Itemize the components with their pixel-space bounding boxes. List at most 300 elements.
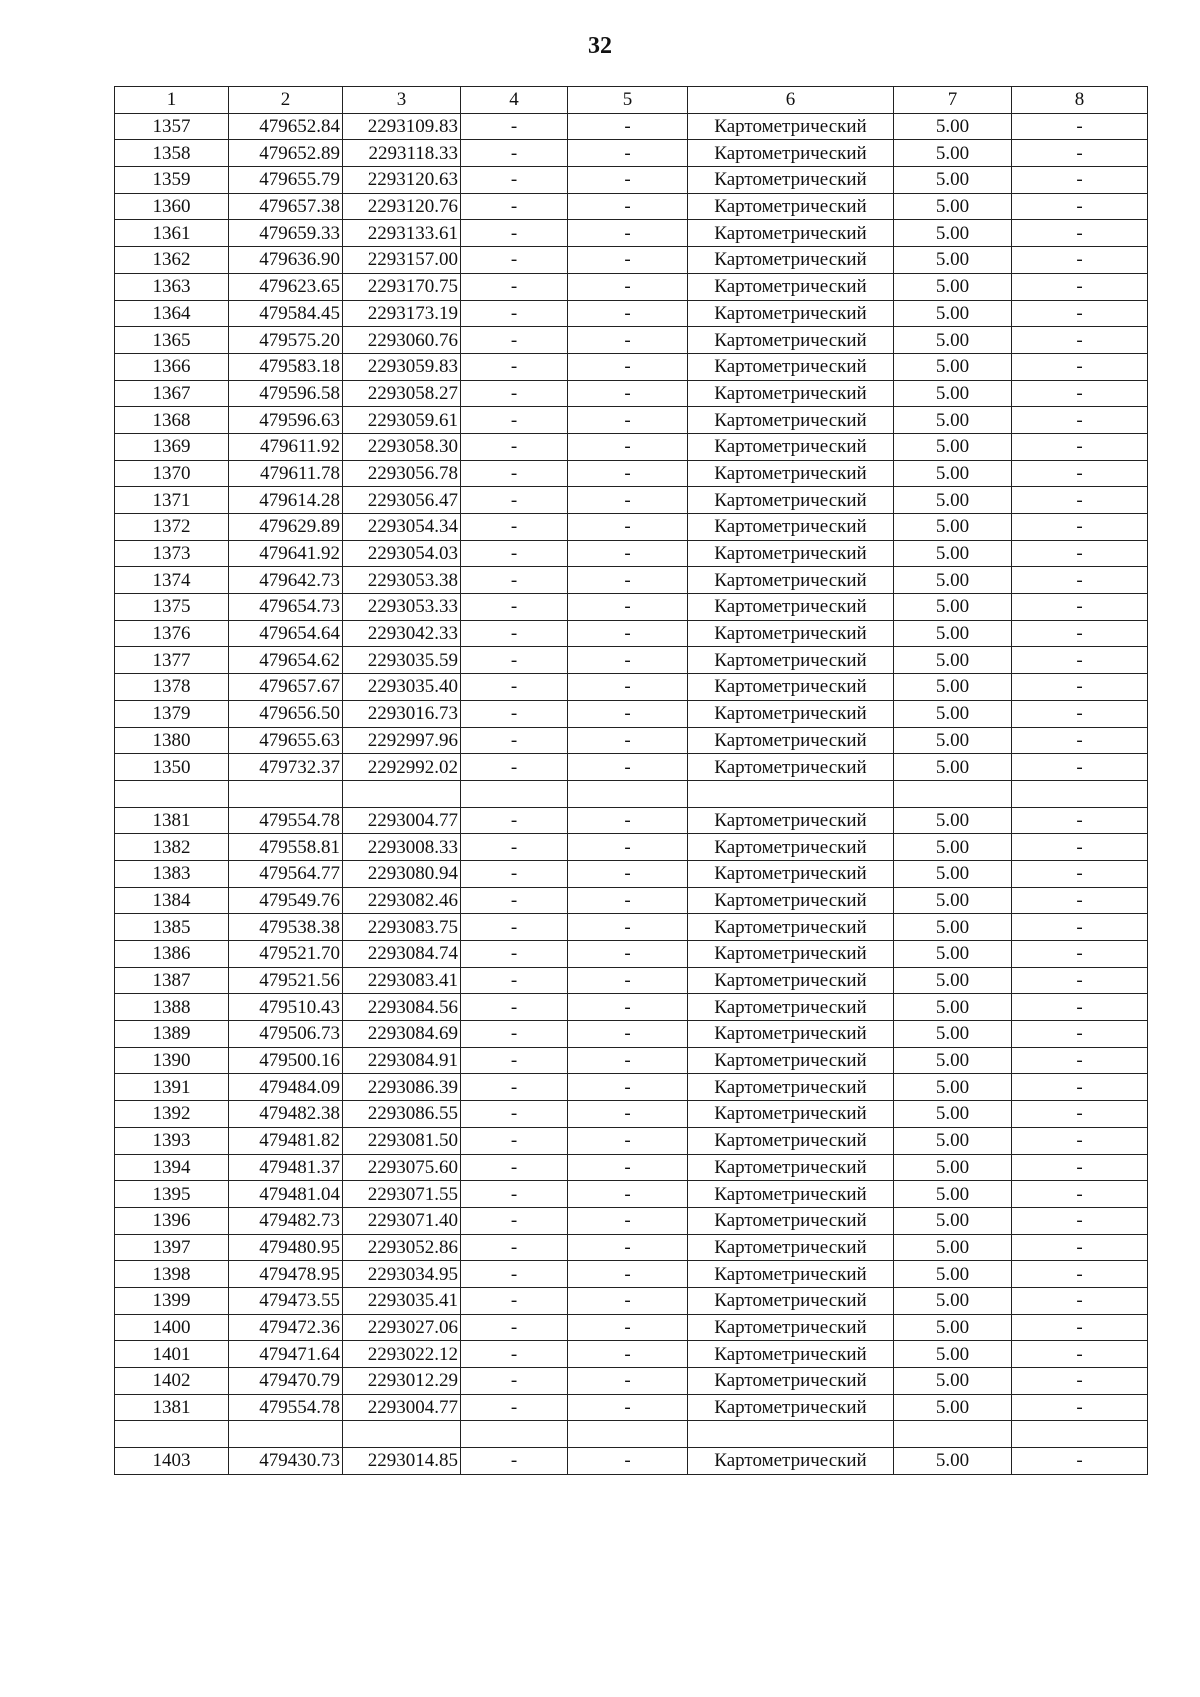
table-cell: 2293059.61	[343, 407, 461, 434]
table-cell: Картометрический	[688, 860, 894, 887]
table-cell: 2293071.40	[343, 1207, 461, 1234]
table-cell: -	[461, 860, 568, 887]
table-cell: -	[568, 914, 688, 941]
table-cell: 5.00	[894, 1368, 1012, 1395]
table-cell: 5.00	[894, 807, 1012, 834]
table-cell: -	[1012, 700, 1148, 727]
table-cell: 1385	[115, 914, 229, 941]
table-cell: 1396	[115, 1207, 229, 1234]
table-cell: -	[568, 540, 688, 567]
table-cell	[568, 780, 688, 807]
table-cell: Картометрический	[688, 994, 894, 1021]
table-cell: 479484.09	[229, 1074, 343, 1101]
table-cell: 2293058.30	[343, 433, 461, 460]
table-cell: 2293084.91	[343, 1047, 461, 1074]
table-cell: 2292997.96	[343, 727, 461, 754]
table-cell: 1392	[115, 1101, 229, 1128]
table-row	[115, 594, 1148, 621]
table-cell: -	[568, 967, 688, 994]
table-cell: Картометрический	[688, 1074, 894, 1101]
table-cell: -	[568, 1448, 688, 1475]
table-cell: -	[1012, 567, 1148, 594]
table-cell: -	[1012, 1234, 1148, 1261]
column-header: 5	[568, 87, 688, 114]
table-cell: Картометрический	[688, 727, 894, 754]
table-cell: 1384	[115, 887, 229, 914]
column-header: 4	[461, 87, 568, 114]
table-cell: Картометрический	[688, 754, 894, 781]
table-cell: Картометрический	[688, 1341, 894, 1368]
table-cell: 1386	[115, 941, 229, 968]
table-cell: -	[1012, 754, 1148, 781]
table-cell: -	[461, 1021, 568, 1048]
table-cell: -	[568, 1101, 688, 1128]
table-cell	[461, 1421, 568, 1448]
table-cell: 1391	[115, 1074, 229, 1101]
table-cell: Картометрический	[688, 1261, 894, 1288]
table-cell: 5.00	[894, 834, 1012, 861]
table-cell: -	[1012, 487, 1148, 514]
table-cell: -	[568, 247, 688, 274]
coordinates-table	[114, 86, 1148, 1475]
table-row	[115, 540, 1148, 567]
table-cell: Картометрический	[688, 1047, 894, 1074]
table-row	[115, 860, 1148, 887]
table-cell: 479549.76	[229, 887, 343, 914]
table-row	[115, 1181, 1148, 1208]
table-cell: -	[568, 1341, 688, 1368]
table-cell: 1358	[115, 140, 229, 167]
table-cell	[688, 1421, 894, 1448]
table-cell: -	[568, 1394, 688, 1421]
table-cell: 2293083.75	[343, 914, 461, 941]
blank-row	[115, 780, 1148, 807]
table-cell: 479480.95	[229, 1234, 343, 1261]
table-row	[115, 327, 1148, 354]
table-cell: 2293054.34	[343, 514, 461, 541]
table-cell: Картометрический	[688, 1101, 894, 1128]
table-cell: 1362	[115, 247, 229, 274]
table-cell: -	[1012, 540, 1148, 567]
table-cell: 2293059.83	[343, 353, 461, 380]
table-cell: 5.00	[894, 967, 1012, 994]
table-cell	[894, 780, 1012, 807]
table-cell: 2293034.95	[343, 1261, 461, 1288]
table-cell: 2293022.12	[343, 1341, 461, 1368]
table-row	[115, 487, 1148, 514]
table-row	[115, 140, 1148, 167]
table-cell: Картометрический	[688, 834, 894, 861]
table-cell: 479656.50	[229, 700, 343, 727]
table-cell: Картометрический	[688, 674, 894, 701]
table-cell: 1387	[115, 967, 229, 994]
table-row	[115, 1234, 1148, 1261]
table-row	[115, 1021, 1148, 1048]
table-cell: -	[1012, 1154, 1148, 1181]
table-cell	[115, 1421, 229, 1448]
table-cell: -	[568, 353, 688, 380]
table-cell: 479654.62	[229, 647, 343, 674]
table-cell: -	[461, 674, 568, 701]
table-cell: 5.00	[894, 1287, 1012, 1314]
table-cell: -	[568, 807, 688, 834]
table-cell: 479611.78	[229, 460, 343, 487]
table-cell: 1398	[115, 1261, 229, 1288]
table-cell: 479629.89	[229, 514, 343, 541]
table-cell: -	[1012, 1314, 1148, 1341]
page-number: 32	[588, 33, 612, 59]
table-cell: 1361	[115, 220, 229, 247]
table-cell: Картометрический	[688, 1207, 894, 1234]
table-cell: -	[461, 407, 568, 434]
table-cell: -	[1012, 620, 1148, 647]
table-cell: Картометрический	[688, 1154, 894, 1181]
table-cell: 479521.56	[229, 967, 343, 994]
table-cell: -	[568, 327, 688, 354]
table-cell: -	[461, 1234, 568, 1261]
table-cell: 2293081.50	[343, 1127, 461, 1154]
table-cell: 2293170.75	[343, 273, 461, 300]
table-cell: 1363	[115, 273, 229, 300]
table-cell: -	[461, 140, 568, 167]
table-cell: Картометрический	[688, 380, 894, 407]
table-cell: -	[461, 514, 568, 541]
table-cell: 5.00	[894, 1101, 1012, 1128]
table-row	[115, 994, 1148, 1021]
table-cell: 5.00	[894, 567, 1012, 594]
table-cell: Картометрический	[688, 807, 894, 834]
table-cell: 1402	[115, 1368, 229, 1395]
table-cell: -	[461, 1448, 568, 1475]
table-cell: -	[1012, 887, 1148, 914]
table-cell	[115, 780, 229, 807]
table-cell: -	[568, 674, 688, 701]
table-cell: -	[568, 273, 688, 300]
table-cell: 5.00	[894, 1181, 1012, 1208]
table-cell: 1399	[115, 1287, 229, 1314]
table-cell: Картометрический	[688, 1394, 894, 1421]
table-cell: 2293004.77	[343, 1394, 461, 1421]
table-cell: 479472.36	[229, 1314, 343, 1341]
table-cell	[688, 780, 894, 807]
table-cell: -	[461, 700, 568, 727]
table-cell: 1374	[115, 567, 229, 594]
table-cell: -	[461, 247, 568, 274]
table-cell: -	[1012, 433, 1148, 460]
table-cell: Картометрический	[688, 620, 894, 647]
table-cell: 2293035.40	[343, 674, 461, 701]
table-cell: 1395	[115, 1181, 229, 1208]
table-cell: 479470.79	[229, 1368, 343, 1395]
table-row	[115, 754, 1148, 781]
table-cell: 479583.18	[229, 353, 343, 380]
table-cell: 5.00	[894, 700, 1012, 727]
table-cell: 5.00	[894, 300, 1012, 327]
table-cell: Картометрический	[688, 1234, 894, 1261]
table-cell: 1383	[115, 860, 229, 887]
table-cell: -	[461, 727, 568, 754]
table-cell: -	[1012, 380, 1148, 407]
table-cell: 5.00	[894, 193, 1012, 220]
table-cell: -	[568, 1207, 688, 1234]
table-cell: -	[1012, 1394, 1148, 1421]
table-cell	[1012, 780, 1148, 807]
table-cell: -	[461, 807, 568, 834]
table-cell: 2293109.83	[343, 113, 461, 140]
table-cell: -	[1012, 1101, 1148, 1128]
table-cell: -	[568, 380, 688, 407]
table-cell: -	[1012, 1287, 1148, 1314]
table-cell: Картометрический	[688, 247, 894, 274]
table-cell: 5.00	[894, 167, 1012, 194]
column-header: 7	[894, 87, 1012, 114]
table-cell: -	[1012, 220, 1148, 247]
table-cell: 2293008.33	[343, 834, 461, 861]
table-row	[115, 514, 1148, 541]
table-cell: -	[568, 887, 688, 914]
table-cell: Картометрический	[688, 140, 894, 167]
table-cell: -	[1012, 994, 1148, 1021]
table-cell: Картометрический	[688, 1181, 894, 1208]
table-cell: -	[568, 1368, 688, 1395]
table-cell: 5.00	[894, 407, 1012, 434]
table-cell: -	[1012, 1341, 1148, 1368]
table-cell: -	[568, 1261, 688, 1288]
table-cell: Картометрический	[688, 941, 894, 968]
table-cell: 5.00	[894, 113, 1012, 140]
table-cell: 2293118.33	[343, 140, 461, 167]
table-cell: 479554.78	[229, 807, 343, 834]
table-cell: -	[568, 193, 688, 220]
table-cell: -	[1012, 834, 1148, 861]
table-row	[115, 967, 1148, 994]
table-cell: 2293173.19	[343, 300, 461, 327]
table-cell: 5.00	[894, 674, 1012, 701]
table-cell: -	[568, 113, 688, 140]
table-cell: -	[461, 380, 568, 407]
table-cell: -	[1012, 1181, 1148, 1208]
table-cell: 5.00	[894, 540, 1012, 567]
table-cell: 2293035.59	[343, 647, 461, 674]
table-cell: 479614.28	[229, 487, 343, 514]
table-cell: Картометрический	[688, 567, 894, 594]
table-cell: 5.00	[894, 1127, 1012, 1154]
table-cell: 2293120.63	[343, 167, 461, 194]
table-cell: -	[461, 193, 568, 220]
table-cell: 2293120.76	[343, 193, 461, 220]
table-cell: -	[461, 834, 568, 861]
table-cell: -	[568, 647, 688, 674]
table-cell: -	[1012, 1261, 1148, 1288]
table-cell: -	[568, 620, 688, 647]
table-row	[115, 1047, 1148, 1074]
table-cell: -	[461, 967, 568, 994]
table-cell: Картометрический	[688, 887, 894, 914]
table-cell: 479732.37	[229, 754, 343, 781]
table-cell: Картометрический	[688, 193, 894, 220]
table-cell: 5.00	[894, 220, 1012, 247]
table-cell: -	[461, 620, 568, 647]
table-cell: Картометрический	[688, 327, 894, 354]
table-cell: -	[1012, 300, 1148, 327]
table-cell: -	[461, 220, 568, 247]
table-cell: -	[461, 914, 568, 941]
table-cell: -	[1012, 247, 1148, 274]
table-cell: 479654.73	[229, 594, 343, 621]
table-cell: 2293083.41	[343, 967, 461, 994]
table-cell	[461, 780, 568, 807]
table-cell: Картометрический	[688, 647, 894, 674]
table-cell: -	[461, 1261, 568, 1288]
table-cell: 479655.63	[229, 727, 343, 754]
table-cell: Картометрический	[688, 1021, 894, 1048]
table-cell: 2293071.55	[343, 1181, 461, 1208]
table-cell: 1380	[115, 727, 229, 754]
table-cell: -	[1012, 594, 1148, 621]
table-cell: 2293157.00	[343, 247, 461, 274]
table-cell: -	[568, 514, 688, 541]
table-cell: -	[568, 1127, 688, 1154]
table-cell: -	[461, 1341, 568, 1368]
table-row	[115, 1127, 1148, 1154]
table-cell: -	[1012, 674, 1148, 701]
table-cell: 1400	[115, 1314, 229, 1341]
table-cell: Картометрический	[688, 540, 894, 567]
table-row	[115, 460, 1148, 487]
table-cell: 1381	[115, 1394, 229, 1421]
table-row	[115, 1314, 1148, 1341]
table-cell: 5.00	[894, 620, 1012, 647]
table-cell: -	[461, 1154, 568, 1181]
table-cell: 1378	[115, 674, 229, 701]
table-row	[115, 1261, 1148, 1288]
table-cell: 479611.92	[229, 433, 343, 460]
table-cell: 2293027.06	[343, 1314, 461, 1341]
table-cell: 479657.38	[229, 193, 343, 220]
table-cell: 479596.63	[229, 407, 343, 434]
table-cell: 1360	[115, 193, 229, 220]
table-cell: -	[461, 647, 568, 674]
table-cell: 2292992.02	[343, 754, 461, 781]
table-cell: -	[1012, 113, 1148, 140]
table-cell: 479652.89	[229, 140, 343, 167]
table-row	[115, 1287, 1148, 1314]
table-cell: 479430.73	[229, 1448, 343, 1475]
column-header: 6	[688, 87, 894, 114]
table-cell: 5.00	[894, 1021, 1012, 1048]
table-row	[115, 834, 1148, 861]
table-cell: Картометрический	[688, 700, 894, 727]
table-cell: 479654.64	[229, 620, 343, 647]
table-cell: 2293004.77	[343, 807, 461, 834]
table-cell: -	[568, 1314, 688, 1341]
table-row	[115, 380, 1148, 407]
table-row	[115, 914, 1148, 941]
table-cell: 2293014.85	[343, 1448, 461, 1475]
table-cell: 2293052.86	[343, 1234, 461, 1261]
table-cell: Картометрический	[688, 514, 894, 541]
table-cell: -	[1012, 647, 1148, 674]
table-row	[115, 220, 1148, 247]
table-cell: 479482.38	[229, 1101, 343, 1128]
column-header: 1	[115, 87, 229, 114]
table-cell	[894, 1421, 1012, 1448]
table-cell: 5.00	[894, 1261, 1012, 1288]
table-cell: -	[1012, 1127, 1148, 1154]
table-cell: 5.00	[894, 994, 1012, 1021]
table-cell	[1012, 1421, 1148, 1448]
table-cell: -	[461, 113, 568, 140]
table-cell: -	[568, 834, 688, 861]
table-cell: Картометрический	[688, 220, 894, 247]
table-cell: 479481.04	[229, 1181, 343, 1208]
table-cell: 5.00	[894, 487, 1012, 514]
table-cell: Картометрический	[688, 967, 894, 994]
table-cell: 479481.37	[229, 1154, 343, 1181]
table-cell: 1381	[115, 807, 229, 834]
table-cell: -	[1012, 460, 1148, 487]
table-cell: 479636.90	[229, 247, 343, 274]
table-cell: Картометрический	[688, 113, 894, 140]
table-cell: 1357	[115, 113, 229, 140]
table-cell: -	[461, 1207, 568, 1234]
table-cell: -	[1012, 140, 1148, 167]
table-row	[115, 247, 1148, 274]
table-cell: -	[568, 407, 688, 434]
table-row	[115, 1154, 1148, 1181]
table-cell: 5.00	[894, 1154, 1012, 1181]
table-row	[115, 887, 1148, 914]
table-cell: 5.00	[894, 727, 1012, 754]
table-cell: -	[1012, 167, 1148, 194]
table-row	[115, 407, 1148, 434]
table-cell: -	[568, 567, 688, 594]
table-cell: 1379	[115, 700, 229, 727]
table-cell: 1397	[115, 1234, 229, 1261]
table-cell	[568, 1421, 688, 1448]
table-cell: 2293012.29	[343, 1368, 461, 1395]
table-cell: 1382	[115, 834, 229, 861]
table-cell: -	[568, 1154, 688, 1181]
table-cell: 2293056.78	[343, 460, 461, 487]
table-row	[115, 620, 1148, 647]
table-row	[115, 1207, 1148, 1234]
table-cell: Картометрический	[688, 1368, 894, 1395]
table-cell: -	[568, 1074, 688, 1101]
table-cell: -	[568, 1047, 688, 1074]
table-cell: 1403	[115, 1448, 229, 1475]
table-cell: 2293086.39	[343, 1074, 461, 1101]
table-cell: -	[1012, 727, 1148, 754]
table-cell	[343, 1421, 461, 1448]
table-cell: -	[461, 941, 568, 968]
table-cell: 2293060.76	[343, 327, 461, 354]
table-cell: -	[568, 220, 688, 247]
table-cell: 1365	[115, 327, 229, 354]
table-cell	[343, 780, 461, 807]
table-cell: -	[1012, 514, 1148, 541]
table-cell: -	[1012, 941, 1148, 968]
table-cell: 479506.73	[229, 1021, 343, 1048]
table-cell: Картометрический	[688, 353, 894, 380]
table-cell: 1390	[115, 1047, 229, 1074]
table-cell	[229, 1421, 343, 1448]
table-cell: 2293075.60	[343, 1154, 461, 1181]
table-cell: 5.00	[894, 594, 1012, 621]
column-header: 2	[229, 87, 343, 114]
table-cell: -	[461, 887, 568, 914]
table-cell: -	[461, 460, 568, 487]
